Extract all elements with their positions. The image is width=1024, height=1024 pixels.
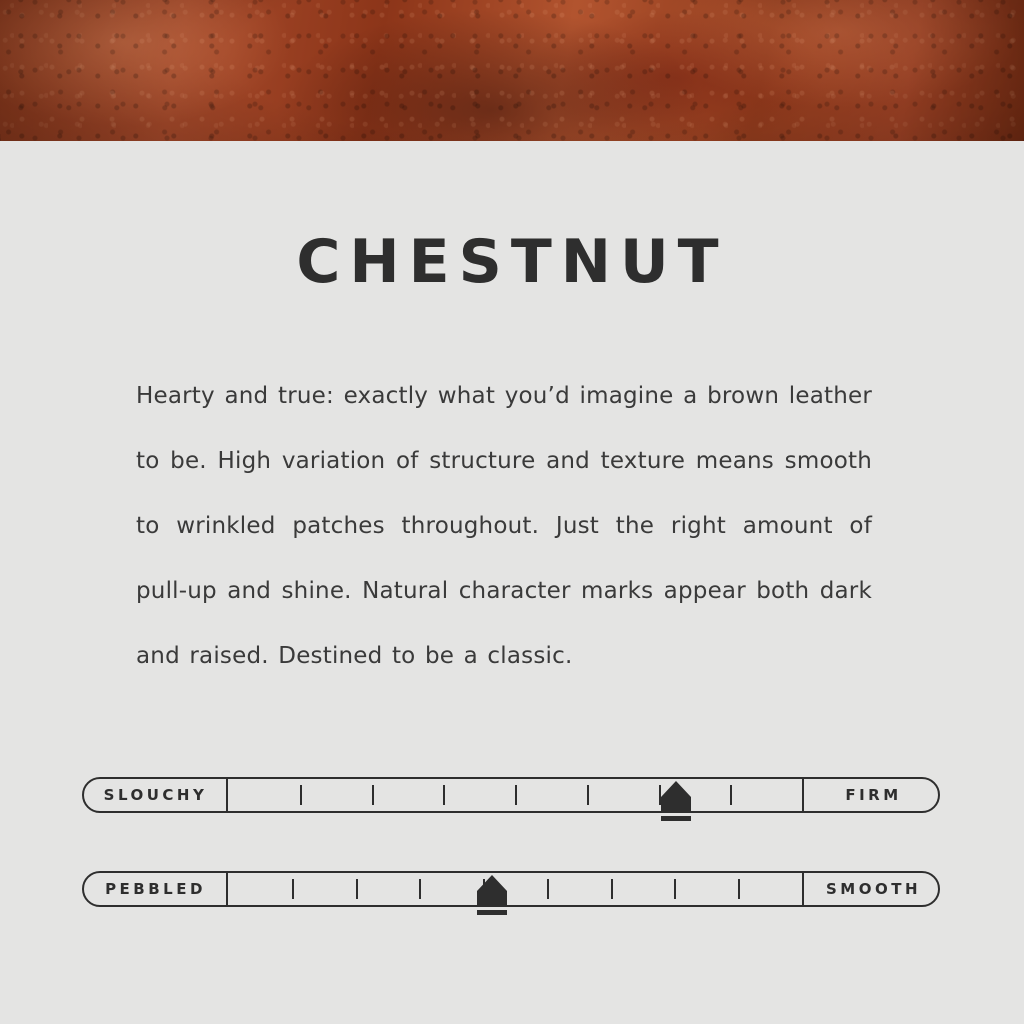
scale-tick xyxy=(419,879,421,899)
scale-tick xyxy=(547,879,549,899)
scale-tick xyxy=(738,879,740,899)
attribute-scales xyxy=(82,777,940,965)
marker-foot xyxy=(477,910,507,915)
scale-texture xyxy=(82,871,940,907)
scale-ticks xyxy=(228,871,802,907)
scale-tick xyxy=(300,785,302,805)
scale-tick xyxy=(443,785,445,805)
leather-texture-banner xyxy=(0,0,1024,141)
page-title: CHESTNUT xyxy=(296,227,728,297)
scale-tick xyxy=(730,785,732,805)
scale-tick xyxy=(515,785,517,805)
scale-structure xyxy=(82,777,940,813)
scale-left-label: PEBBLED xyxy=(82,871,228,907)
marker-head-icon xyxy=(477,875,507,891)
scale-tick xyxy=(611,879,613,899)
scale-ticks xyxy=(228,777,802,813)
scale-tick xyxy=(674,879,676,899)
scale-marker[interactable] xyxy=(477,875,507,915)
scale-left-label: SLOUCHY xyxy=(82,777,228,813)
description-text: Hearty and true: exactly what you’d imagine a brown leather to be. High variation of structure and texture means smooth to wrinkled patches throughout. Just the right amount of pull-up and shine. Natural character marks appear both dark and raised. Destined to be a classic. xyxy=(136,383,872,669)
scale-marker[interactable] xyxy=(661,781,691,821)
marker-head-icon xyxy=(661,781,691,797)
scale-tick xyxy=(587,785,589,805)
scale-tick xyxy=(356,879,358,899)
marker-body xyxy=(661,797,691,813)
leather-vignette-overlay xyxy=(0,0,1024,141)
scale-tick xyxy=(292,879,294,899)
scale-tick xyxy=(372,785,374,805)
scale-right-label: SMOOTH xyxy=(802,871,940,907)
scale-right-label: FIRM xyxy=(802,777,940,813)
marker-body xyxy=(477,891,507,907)
marker-foot xyxy=(661,816,691,821)
